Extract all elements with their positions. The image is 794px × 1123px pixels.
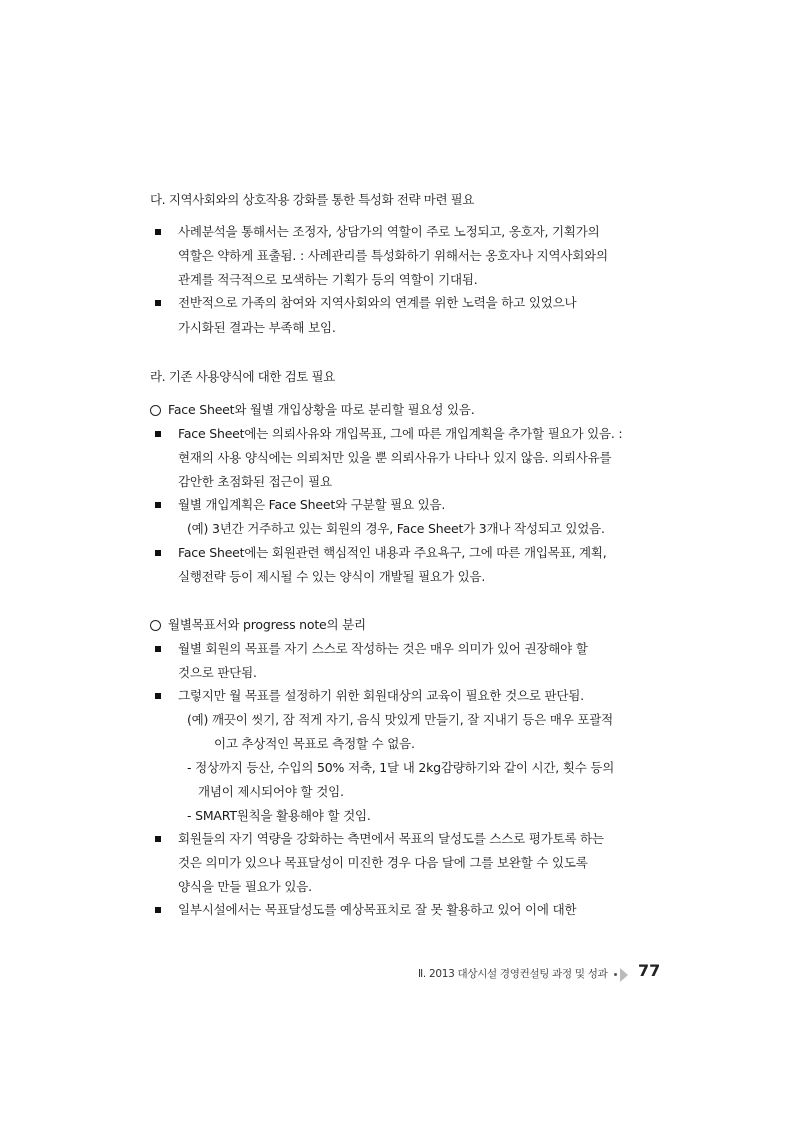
page-number: 77 [638, 961, 661, 980]
paragraph-line: Face Sheet에는 의뢰사유와 개입목표, 그에 따른 개입계획을 추가할 필요가 있음. : [178, 426, 623, 441]
paragraph-line: 역할은 약하게 표출됨. : 사례관리를 특성화하기 위해서는 옹호자나 지역사회와의 [178, 248, 608, 263]
square-bullet-icon [155, 646, 161, 652]
circle-bullet-icon [150, 620, 161, 631]
square-bullet-icon [155, 431, 161, 437]
paragraph-line: 양식을 만들 필요가 있음. [178, 879, 312, 894]
paragraph-line: 실행전략 등이 제시될 수 있는 양식이 개발될 필요가 있음. [178, 569, 486, 584]
example-line: (예) 깨끗이 씻기, 잠 적게 자기, 음식 맛있게 만들기, 잘 지내기 등은 매우 포괄적 [187, 712, 613, 727]
example-line: (예) 3년간 거주하고 있는 회원의 경우, Face Sheet가 3개나 작성되고 있었음. [187, 521, 605, 536]
dash-item-line: 개념이 제시되어야 할 것임. [198, 784, 344, 799]
section-heading-da: 다. 지역사회와의 상호작용 강화를 통한 특성화 전략 마련 필요 [150, 192, 475, 207]
square-bullet-icon [155, 907, 161, 913]
example-line: 이고 추상적인 목표로 측정할 수 없음. [214, 736, 415, 751]
paragraph-line: 감안한 초점화된 접근이 필요 [178, 474, 332, 489]
paragraph-line: 그렇지만 월 목표를 설정하기 위한 회원대상의 교육이 필요한 것으로 판단됨. [178, 688, 584, 703]
paragraph-line: 회원들의 자기 역량을 강화하는 측면에서 목표의 달성도를 스스로 평가토록 하는 [178, 831, 604, 846]
square-bullet-icon [155, 550, 161, 556]
paragraph-line: 현재의 사용 양식에는 의뢰처만 있을 뿐 의뢰사유가 나타나 있지 않음. 의뢰사유를 [178, 450, 612, 465]
footer-dot-icon [614, 973, 617, 976]
paragraph-line: 월별 회원의 목표를 자기 스스로 작성하는 것은 매우 의미가 있어 권장해야 할 [178, 641, 588, 656]
footer-arrow-icon [620, 968, 628, 982]
square-bullet-icon [155, 229, 161, 235]
square-bullet-icon [155, 502, 161, 508]
paragraph-line: 전반적으로 가족의 참여와 지역사회와의 연계를 위한 노력을 하고 있었으나 [178, 295, 577, 310]
paragraph-line: 가시화된 결과는 부족해 보임. [178, 320, 336, 335]
square-bullet-icon [155, 836, 161, 842]
paragraph-line: 것으로 판단됨. [178, 665, 257, 680]
paragraph-line: 것은 의미가 있으나 목표달성이 미진한 경우 다음 달에 그를 보완할 수 있도록 [178, 855, 588, 870]
paragraph-line: 일부시설에서는 목표달성도를 예상목표치로 잘 못 활용하고 있어 이에 대한 [178, 902, 577, 917]
square-bullet-icon [155, 300, 161, 306]
running-footer: Ⅱ. 2013 대상시설 경영컨설팅 과정 및 성과 [418, 968, 608, 980]
square-bullet-icon [155, 693, 161, 699]
dash-item-line: - 정상까지 등산, 수입의 50% 저축, 1달 내 2kg감량하기와 같이 시간, 횟수 등의 [187, 760, 615, 775]
section-heading-ra: 라. 기존 사용양식에 대한 검토 필요 [150, 369, 335, 384]
paragraph-line: 사례분석을 통해서는 조정자, 상담가의 역할이 주로 노정되고, 옹호자, 기획가의 [178, 224, 600, 239]
paragraph-line: Face Sheet에는 회원관련 핵심적인 내용과 주요욕구, 그에 따른 개입목표, 계획, [178, 545, 607, 560]
paragraph-line: 월별목표서와 progress note의 분리 [168, 617, 366, 632]
paragraph-line: 관계를 적극적으로 모색하는 기획가 등의 역할이 기대됨. [178, 272, 478, 287]
dash-item-line: - SMART원칙을 활용해야 할 것임. [187, 808, 371, 823]
circle-bullet-icon [150, 405, 161, 416]
paragraph-line: Face Sheet와 월별 개입상황을 따로 분리할 필요성 있음. [168, 402, 475, 417]
paragraph-line: 월별 개입계획은 Face Sheet와 구분할 필요 있음. [178, 497, 446, 512]
